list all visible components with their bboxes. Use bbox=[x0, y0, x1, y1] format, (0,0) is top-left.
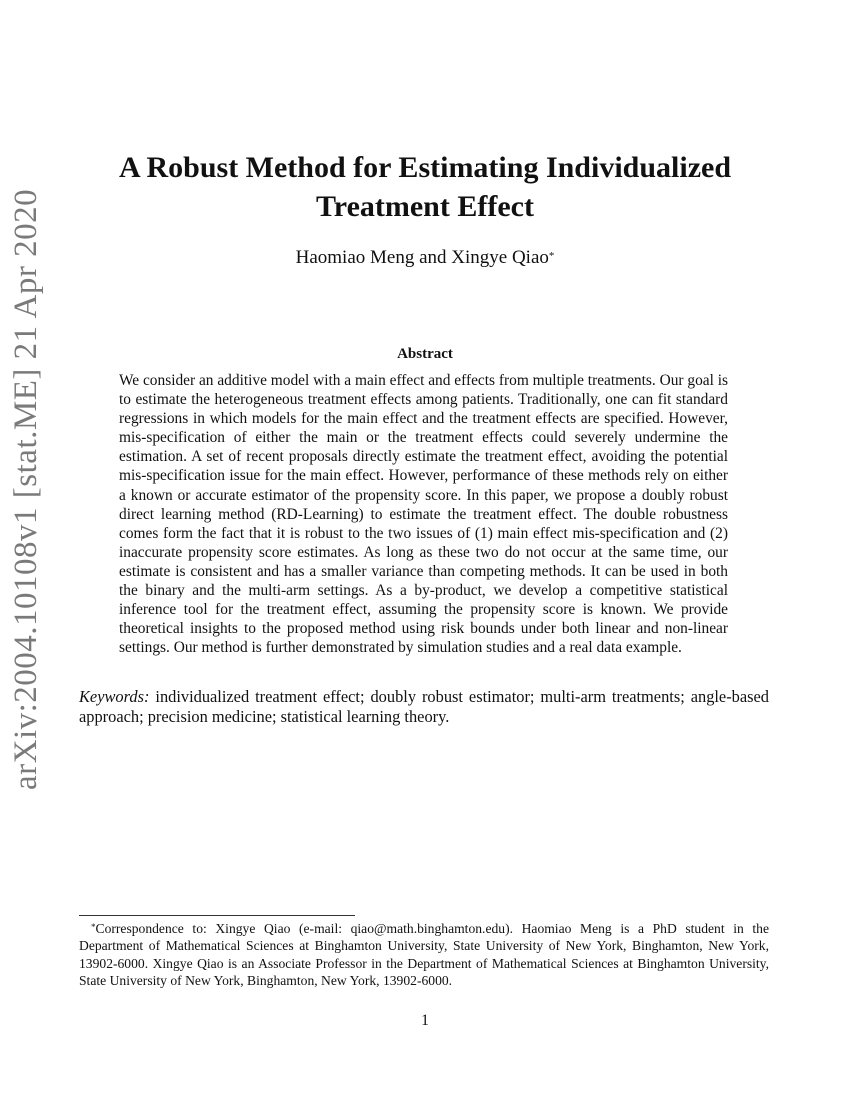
footnote-marker: * bbox=[91, 922, 96, 932]
abstract-body: We consider an additive model with a main effect and effects from multiple treatments. Our goal is to estimate the heterogeneous treatment effects among patients. Traditionally, one can fit standard regressions in which models for the main effect and the treatment effects are specified. However, mis-specification of either the main or the treatment effects could severely undermine the estimation. A set of recent proposals directly estimate the treatment effect, avoiding the potential mis-specification issue for the main effect. However, performance of these methods rely on either a known or accurate estimator of the propensity score. In this paper, we propose a doubly robust direct learning method (RD-Learning) to estimate the treatment effect. The double robustness comes form the fact that it is robust to the two issues of (1) main effect mis-specification and (2) inaccurate propensity score estimates. As long as these two do not occur at the same time, our estimate is consistent and has a smaller variance than competing methods. It can be used in both the binary and the multi-arm settings. As a by-product, we develop a competitive statistical inference tool for the treatment effect, assuming the propensity score is known. We provide theoretical insights to the proposed method using risk bounds under both linear and non-linear settings. Our method is further demonstrated by simulation studies and a real data example. bbox=[119, 372, 728, 657]
paper-title: A Robust Method for Estimating Individualized Treatment Effect bbox=[118, 151, 732, 223]
author-names: Haomiao Meng and Xingye Qiao bbox=[295, 247, 549, 268]
keywords-label: Keywords: bbox=[79, 687, 150, 706]
arxiv-identifier: arXiv:2004.10108v1 [stat.ME] 21 Apr 2020 bbox=[8, 188, 44, 790]
keywords bbox=[79, 687, 769, 727]
footnote-divider bbox=[79, 915, 355, 916]
footnote bbox=[79, 920, 769, 990]
footnote-text: Correspondence to: Xingye Qiao (e-mail: qiao@math.binghamton.edu). Haomiao Meng is a PhD student in the Department of Mathematical Sciences at Binghamton University, State University of New York, Binghamton, New York, 13902-6000. Xingye Qiao is an Associate Professor in the Department of Mathematical Sciences at Binghamton University, State University of New York, Binghamton, New York, 13902-6000. bbox=[79, 921, 769, 989]
author-line bbox=[60, 246, 790, 270]
keywords-text: individualized treatment effect; doubly robust estimator; multi-arm treatments; angle-based approach; precision medicine; statistical learning theory. bbox=[79, 687, 769, 726]
author-footnote-marker: * bbox=[548, 250, 555, 262]
page-number: 1 bbox=[421, 1012, 429, 1029]
abstract-heading: Abstract bbox=[397, 346, 453, 362]
